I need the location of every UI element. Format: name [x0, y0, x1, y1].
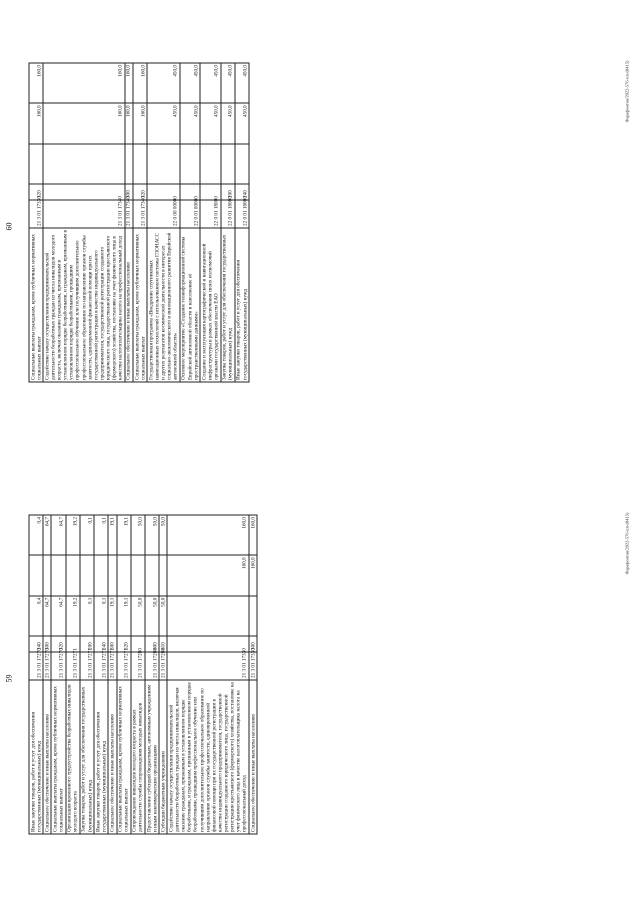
cell-v1: [133, 143, 147, 183]
page-number: 59: [4, 674, 13, 682]
cell-v1: 50,0: [159, 595, 167, 635]
cell-v1: [167, 595, 249, 635]
cell-kvr: 300: [43, 636, 51, 652]
cell-v3: 160,0: [29, 63, 43, 103]
cell-code: 22 0 01 18000: [220, 200, 234, 228]
cell-v2: 450,0: [234, 103, 248, 143]
cell-name: Социальные выплаты гражданам, кроме публичных нормативных социальных выплат: [133, 228, 147, 382]
cell-v3: 64,7: [51, 515, 65, 555]
cell-v2: 160,0: [43, 103, 125, 143]
cell-v2: 450,0: [179, 103, 199, 143]
cell-v1: [249, 595, 257, 635]
cell-name: Социальное обеспечение и иные выплаты населению: [43, 680, 51, 834]
cell-code: 22 0 01 18000: [234, 200, 248, 228]
cell-code: 21 3 01 17340: [43, 200, 125, 228]
cell-v2: [145, 555, 159, 595]
table-row: [249, 515, 257, 834]
table-row: [43, 515, 51, 834]
cell-v1: [147, 143, 180, 183]
cell-code: 22 0 01 18000: [200, 200, 220, 228]
cell-v3: 50,0: [145, 515, 159, 555]
cell-v1: [220, 143, 234, 183]
table-row: [29, 515, 43, 834]
cell-v2: 450,0: [147, 103, 180, 143]
cell-code: 21 3 01 17270: [29, 652, 43, 680]
cell-v2: [65, 555, 79, 595]
table-row: [130, 515, 144, 834]
table-row: [145, 515, 159, 834]
cell-name: Иные закупки товаров, работ и услуг для обеспечения государственных (муниципальных) нужд: [234, 228, 248, 382]
cell-name: Закупка товаров, работ и услуг для обеспечения государственных (муниципальных) нужд: [79, 680, 93, 834]
cell-v3: 160,0: [43, 63, 125, 103]
cell-name: Закупка товаров, работ и услуг для обеспечения государственных (муниципальных) нужд: [220, 228, 234, 382]
cell-kvr: 240: [234, 184, 248, 200]
cell-v2: 450,0: [200, 103, 220, 143]
table-row: [43, 63, 125, 382]
cell-name: Государственная программа «Внедрение спутниковых навигационных технологий с использованием системы ГЛОНАСС и других результатов космической деятельности в интересах социально-экономического и инновационного развития Еврейской автономной области»: [147, 228, 180, 382]
cell-name: Социальные выплаты гражданам, кроме публичных нормативных социальных выплат: [29, 228, 43, 382]
cell-v1: 50,0: [145, 595, 159, 635]
cell-name: Социальные выплаты гражданам, кроме публичных нормативных социальных выплат: [51, 680, 65, 834]
cell-name: Содействие началу осуществления предпринимательской деятельности безработных граждан из числа инвалидов, включая оказание гражданам, признанным в установленном порядке безработными, и гражданам, признанным в установленном порядке безработными, прошедшим профессиональное обучение или получившим дополнительное профессиональное образование по направлению органов службы занятости, единовременной финансовой помощи при их государственной регистрации в качестве индивидуального предпринимателя, государственной регистрации созданного юридического лица, государственной регистрации крестьянского (фермерского) хозяйства, постановке на учет физического лица в качестве налогоплательщика налога на профессиональный доход: [167, 680, 249, 834]
cell-v2: 160,0: [249, 555, 257, 595]
cell-v2: 160,0: [124, 103, 132, 143]
cell-code: 21 3 01 17271: [116, 652, 130, 680]
table-row: [79, 515, 93, 834]
cell-kvr: 320: [116, 636, 130, 652]
cell-v3: 450,0: [220, 63, 234, 103]
cell-name: Субсидии бюджетным учреждениям: [159, 680, 167, 834]
cell-kvr: 610: [159, 636, 167, 652]
cell-code: 21 3 01 17270: [51, 652, 65, 680]
cell-code: 21 3 01 17330: [249, 647, 256, 678]
page-number: 60: [4, 222, 13, 230]
cell-v1: 64,7: [43, 595, 51, 635]
cell-v1: [43, 143, 125, 183]
cell-v2: [29, 555, 43, 595]
cell-v1: [179, 143, 199, 183]
cell-v3: 50,0: [159, 515, 167, 555]
table-row: [116, 515, 130, 834]
cell-v2: 160,0: [29, 103, 43, 143]
cell-code: 22 0 00 00000: [147, 200, 180, 228]
cell-name: Социальные выплаты гражданам, кроме публичных нормативных социальных выплат: [116, 680, 130, 834]
cell-v3: 19,1: [108, 515, 116, 555]
cell-kvr: 320: [133, 184, 147, 200]
footer-stamp: Фарафонтов/2022-576-пп-(8415): [624, 60, 629, 122]
cell-kvr: 320: [51, 636, 65, 652]
cell-code: 22 0 01 00000: [179, 200, 199, 228]
table-row: [108, 515, 116, 834]
cell-v3: 160,0: [167, 515, 249, 555]
cell-v3: 450,0: [234, 63, 248, 103]
cell-name: Создание и эксплуатация картографической и навигационной инфраструктуры в рамках обеспечения своих полномочий органами государственной власти ЕАО: [200, 228, 220, 382]
table-row: [147, 63, 180, 382]
cell-code: 21 3 01 17280: [159, 647, 166, 678]
cell-name: Предоставление субсидий бюджетным, автономным учреждениям и иным некоммерческим организациям: [145, 680, 159, 834]
cell-v1: 0,1: [94, 595, 108, 635]
cell-kvr: 200: [79, 636, 93, 652]
cell-kvr: 200: [220, 184, 234, 200]
cell-name: Содействие началу осуществления предпринимательской деятельности безработных граждан из числа инвалидов молодого возраста, включая оказание гражданам, признанным в установленном порядке безработными, и гражданам, признанным в установленном порядке безработными, прошедшим профессиональное обучение или получившим дополнительное профессиональное образование по направлению органов службы занятости, единовременной финансовой помощи при их государственной регистрации в качестве индивидуального предпринимателя, государственной регистрации созданного юридического лица, государственной регистрации крестьянского (фермерского) хозяйства, постановке на учет физического лица в качестве налогоплательщика налога на профессиональный доход: [43, 228, 125, 382]
table-row: [65, 515, 79, 834]
cell-v3: 450,0: [179, 63, 199, 103]
cell-kvr: 240: [29, 636, 43, 652]
cell-v3: 19,2: [65, 515, 79, 555]
cell-kvr: 300: [249, 636, 257, 652]
table-row: [133, 63, 147, 382]
cell-kvr: 240: [94, 636, 108, 652]
cell-v2: [108, 555, 116, 595]
cell-code: 21 3 01 17280: [130, 652, 144, 680]
cell-v3: 50,0: [130, 515, 144, 555]
cell-code: 21 3 01 17271: [94, 652, 108, 680]
cell-v1: [200, 143, 220, 183]
cell-v2: [51, 555, 65, 595]
table-row: [179, 63, 199, 382]
cell-v3: 160,0: [249, 515, 257, 555]
cell-v3: 0,1: [94, 515, 108, 555]
cell-kvr: [167, 636, 249, 652]
cell-v3: 0,1: [79, 515, 93, 555]
cell-code: 21 3 01 17340: [133, 200, 147, 228]
cell-v1: 0,1: [79, 595, 93, 635]
cell-code: 21 3 01 17271: [108, 647, 115, 678]
cell-v2: [130, 555, 144, 595]
table-row: [159, 515, 167, 834]
cell-v2: [43, 555, 51, 595]
cell-name: Иные закупки товаров, работ и услуг для обеспечения государственных (муниципальных) нужд: [94, 680, 108, 834]
cell-name: Основное мероприятие «Создание геоинформационной системы Еврейской автономной области и наполнение её пространственными данными»: [179, 228, 199, 382]
cell-name: Социальное обеспечение и иные выплаты населению: [249, 680, 257, 834]
table-row: [29, 63, 43, 382]
cell-v1: 19,1: [116, 595, 130, 635]
table-row: [124, 63, 132, 382]
cell-v2: 160,0: [133, 103, 147, 143]
cell-v3: 64,7: [43, 515, 51, 555]
cell-code: 21 3 01 17270: [43, 647, 50, 678]
cell-name: Сопровождение инвалидов молодого возраста в рамках деятельности службы сопровождения молодых инвалидов: [130, 680, 144, 834]
cell-v1: 64,7: [51, 595, 65, 635]
table-row: [200, 63, 220, 382]
cell-kvr: 300: [108, 636, 116, 652]
cell-name: Социальное обеспечение и иные выплаты населению: [108, 680, 116, 834]
cell-v1: 50,0: [130, 595, 144, 635]
cell-v2: [94, 555, 108, 595]
cell-name: Социальное обеспечение и иные выплаты населению: [124, 228, 132, 382]
cell-v2: [79, 555, 93, 595]
cell-v1: 19,1: [108, 595, 116, 635]
budget-table: [28, 62, 249, 382]
cell-kvr: 320: [29, 184, 43, 200]
cell-v1: [234, 143, 248, 183]
cell-code: 21 3 01 17280: [145, 652, 159, 680]
cell-kvr: 600: [145, 636, 159, 652]
cell-name: Организация временного трудоустройства безработных инвалидов молодого возраста: [65, 680, 79, 834]
footer-stamp: Фарафонтов/2022-576-пп-(8415): [624, 512, 629, 574]
cell-v2: [159, 555, 167, 595]
table-row: [220, 63, 234, 382]
cell-v3: 160,0: [124, 63, 132, 103]
cell-code: 21 3 01 17271: [79, 652, 93, 680]
cell-code: 21 3 01 17340: [125, 195, 132, 226]
cell-code: 21 3 01 17271: [65, 652, 79, 680]
cell-code: 21 3 01 17330: [167, 652, 249, 680]
cell-v3: 19,1: [116, 515, 130, 555]
cell-v3: 450,0: [147, 63, 180, 103]
cell-v3: 450,0: [200, 63, 220, 103]
table-row: [51, 515, 65, 834]
cell-v1: [29, 143, 43, 183]
cell-code: 21 3 01 17330: [29, 200, 43, 228]
cell-v3: 0,4: [29, 515, 43, 555]
table-row: [94, 515, 108, 834]
cell-name: Иные закупки товаров, работ и услуг для обеспечения государственных (муниципальных) нужд: [29, 680, 43, 834]
cell-kvr: 300: [124, 184, 132, 200]
table-row: [234, 63, 248, 382]
page-59-rotated: [0, 452, 635, 904]
table-row: [167, 515, 249, 834]
page-59-sheet: [0, 452, 635, 904]
cell-v3: 160,0: [133, 63, 147, 103]
budget-table: [28, 514, 257, 834]
cell-v2: 450,0: [220, 103, 234, 143]
cell-v1: 19,2: [65, 595, 79, 635]
cell-v2: [116, 555, 130, 595]
cell-kvr: [43, 184, 125, 200]
cell-v1: [124, 143, 132, 183]
cell-v2: 160,0: [167, 555, 249, 595]
cell-v1: 0,4: [29, 595, 43, 635]
